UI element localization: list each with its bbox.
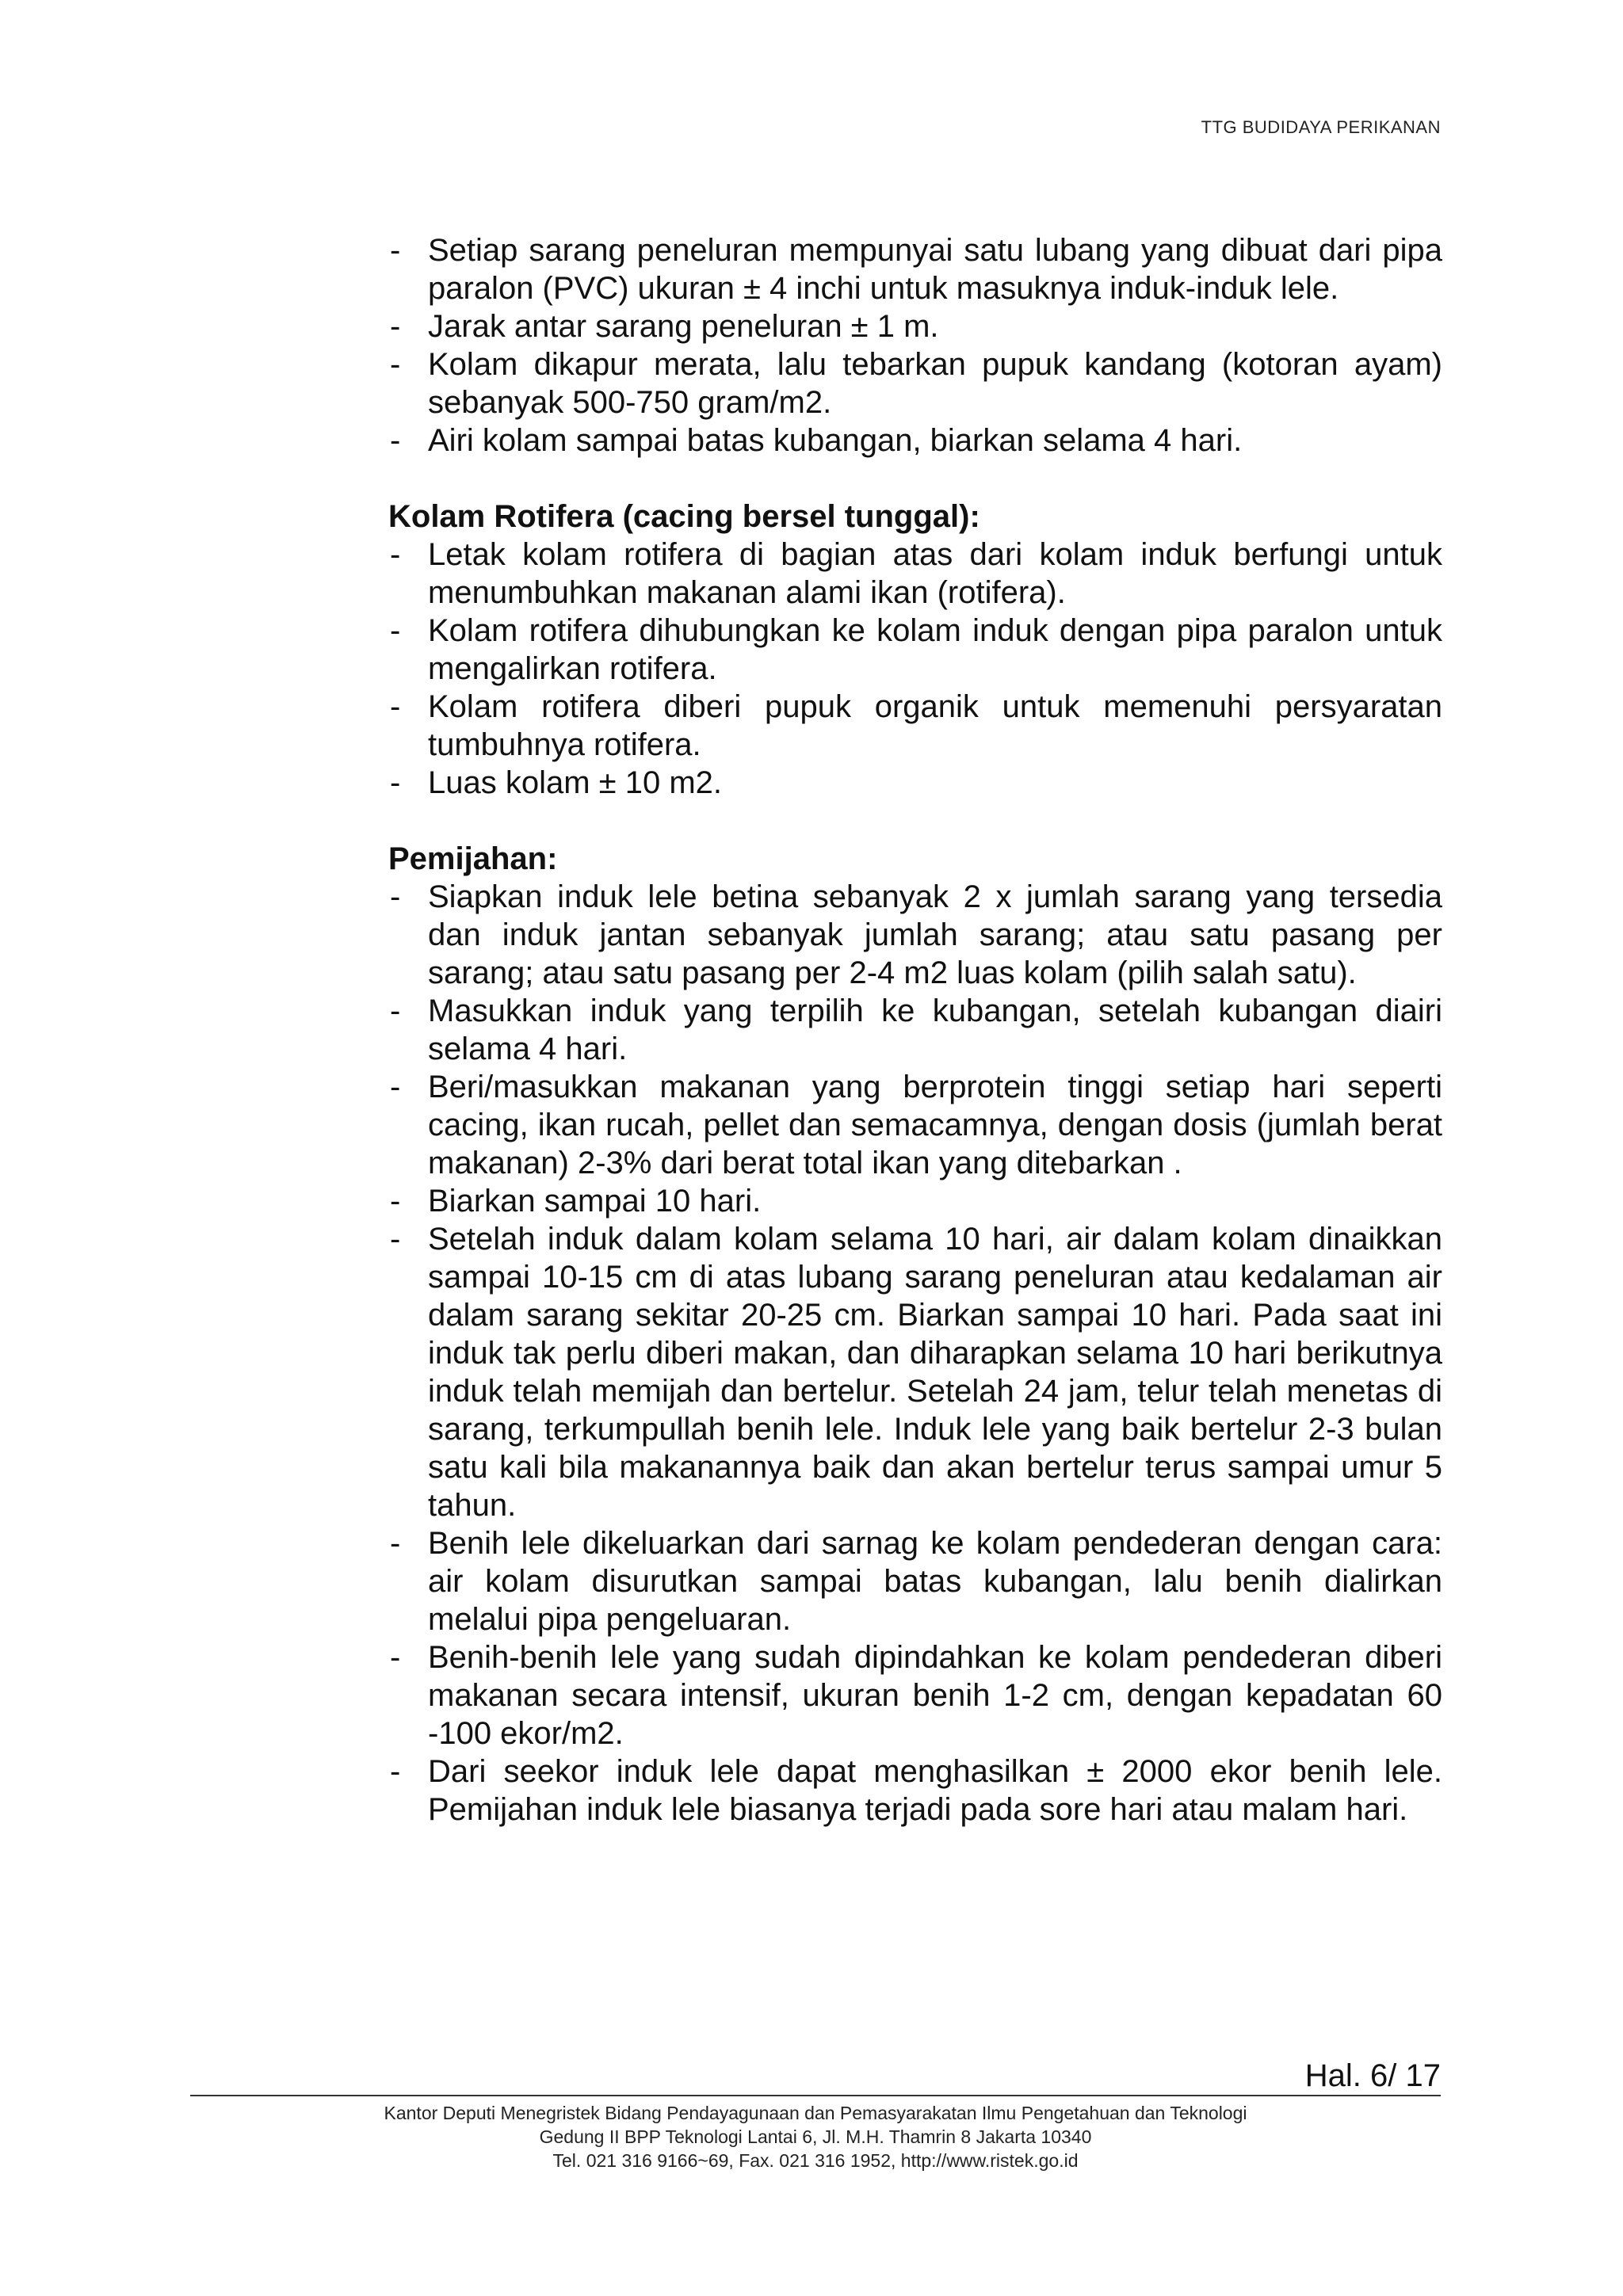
bullet-dash: - <box>390 689 401 724</box>
pemijahan-list <box>388 878 1442 1829</box>
list-item-text: Setiap sarang peneluran mempunyai satu lubang yang dibuat dari pipa paralon (PVC) ukuran ± 4 inchi untuk masuknya induk-induk lele. <box>428 233 1442 306</box>
bullet-dash: - <box>390 233 401 268</box>
list-item <box>388 1220 1442 1524</box>
bullet-dash: - <box>390 423 401 458</box>
list-item <box>388 536 1442 612</box>
list-item-text: Kolam rotifera dihubungkan ke kolam induk dengan pipa paralon untuk mengalirkan rotifera. <box>428 613 1442 686</box>
page-number: Hal. 6/ 17 <box>1304 2058 1441 2093</box>
list-item-text: Letak kolam rotifera di bagian atas dari kolam induk berfungi untuk menumbuhkan makanan alami ikan (rotifera). <box>428 537 1442 610</box>
bullet-dash: - <box>390 765 401 800</box>
list-item-text: Airi kolam sampai batas kubangan, biarkan selama 4 hari. <box>428 423 1243 458</box>
list-item-text: Siapkan induk lele betina sebanyak 2 x jumlah sarang yang tersedia dan induk jantan sebanyak jumlah sarang; atau satu pasang per sarang; atau satu pasang per 2-4 m2 luas kolam (pilih salah satu). <box>428 879 1442 990</box>
bullet-dash: - <box>390 309 401 344</box>
bullet-dash: - <box>390 537 401 572</box>
document-body <box>388 231 1442 1829</box>
list-item-text: Benih lele dikeluarkan dari sarnag ke kolam pendederan dengan cara: air kolam disurutkan sampai batas kubangan, lalu benih dialirkan melalui pipa pengeluaran. <box>428 1526 1442 1637</box>
footer-line-office: Kantor Deputi Menegristek Bidang Pendayagunaan dan Pemasyarakatan Ilmu Pengetahuan dan Teknologi <box>384 2103 1247 2123</box>
list-item <box>388 1753 1442 1829</box>
list-item-text: Kolam dikapur merata, lalu tebarkan pupuk kandang (kotoran ayam) sebanyak 500-750 gram/m2. <box>428 347 1442 420</box>
footer-address <box>190 2101 1441 2172</box>
bullet-dash: - <box>390 1070 401 1104</box>
list-item <box>388 1068 1442 1182</box>
footer-divider <box>190 2095 1441 2096</box>
rotifera-heading: Kolam Rotifera (cacing bersel tunggal): <box>388 499 980 534</box>
list-item-text: Benih-benih lele yang sudah dipindahkan ke kolam pendederan diberi makanan secara intensif, ukuran benih 1-2 cm, dengan kepadatan 60 -100 ekor/m2. <box>428 1640 1442 1751</box>
bullet-dash: - <box>390 879 401 914</box>
list-item-text: Setelah induk dalam kolam selama 10 hari, air dalam kolam dinaikkan sampai 10-15 cm di atas lubang sarang peneluran atau kedalaman air dalam sarang sekitar 20-25 cm. Biarkan sampai 10 hari. Pada saat ini induk tak perlu diberi makan, dan diharapkan selama 10 hari berikutnya induk telah memijah dan bertelur. Setelah 24 jam, telur telah menetas di sarang, terkumpullah benih lele. Induk lele yang baik bertelur 2-3 bulan satu kali bila makanannya baik dan akan bertelur terus sampai umur 5 tahun. <box>428 1222 1442 1523</box>
bullet-dash: - <box>390 1640 401 1675</box>
list-item <box>388 992 1442 1068</box>
list-item-text: Luas kolam ± 10 m2. <box>428 765 723 800</box>
list-item <box>388 231 1442 307</box>
bullet-dash: - <box>390 1222 401 1257</box>
bullet-dash: - <box>390 613 401 648</box>
list-item-text: Biarkan sampai 10 hari. <box>428 1184 762 1219</box>
list-item <box>388 878 1442 992</box>
list-item <box>388 764 1442 802</box>
list-item-text: Masukkan induk yang terpilih ke kubangan, setelah kubangan diairi selama 4 hari. <box>428 994 1442 1066</box>
list-item <box>388 1524 1442 1638</box>
list-item-text: Beri/masukkan makanan yang berprotein tinggi setiap hari seperti cacing, ikan rucah, pellet dan semacamnya, dengan dosis (jumlah berat makanan) 2-3% dari berat total ikan yang ditebarkan . <box>428 1070 1442 1180</box>
list-item-text: Kolam rotifera diberi pupuk organik untuk memenuhi persyaratan tumbuhnya rotifera. <box>428 689 1442 762</box>
list-item <box>388 421 1442 460</box>
footer-line-contact: Tel. 021 316 9166~69, Fax. 021 316 1952, http://www.ristek.go.id <box>552 2150 1079 2171</box>
bullet-dash: - <box>390 994 401 1028</box>
bullet-dash: - <box>390 1754 401 1789</box>
list-item <box>388 1182 1442 1220</box>
bullet-dash: - <box>390 347 401 382</box>
intro-list <box>388 231 1442 460</box>
pemijahan-heading: Pemijahan: <box>388 841 558 876</box>
rotifera-list <box>388 536 1442 802</box>
list-item <box>388 345 1442 421</box>
list-item <box>388 307 1442 345</box>
list-item-text: Jarak antar sarang peneluran ± 1 m. <box>428 309 939 344</box>
bullet-dash: - <box>390 1184 401 1219</box>
footer-line-address: Gedung II BPP Teknologi Lantai 6, Jl. M.H. Thamrin 8 Jakarta 10340 <box>539 2126 1092 2147</box>
list-item <box>388 1638 1442 1753</box>
list-item <box>388 688 1442 764</box>
bullet-dash: - <box>390 1526 401 1561</box>
list-item <box>388 612 1442 688</box>
document-header: TTG BUDIDAYA PERIKANAN <box>1201 117 1441 137</box>
list-item-text: Dari seekor induk lele dapat menghasilkan ± 2000 ekor benih lele. Pemijahan induk lele biasanya terjadi pada sore hari atau malam hari. <box>428 1754 1442 1827</box>
